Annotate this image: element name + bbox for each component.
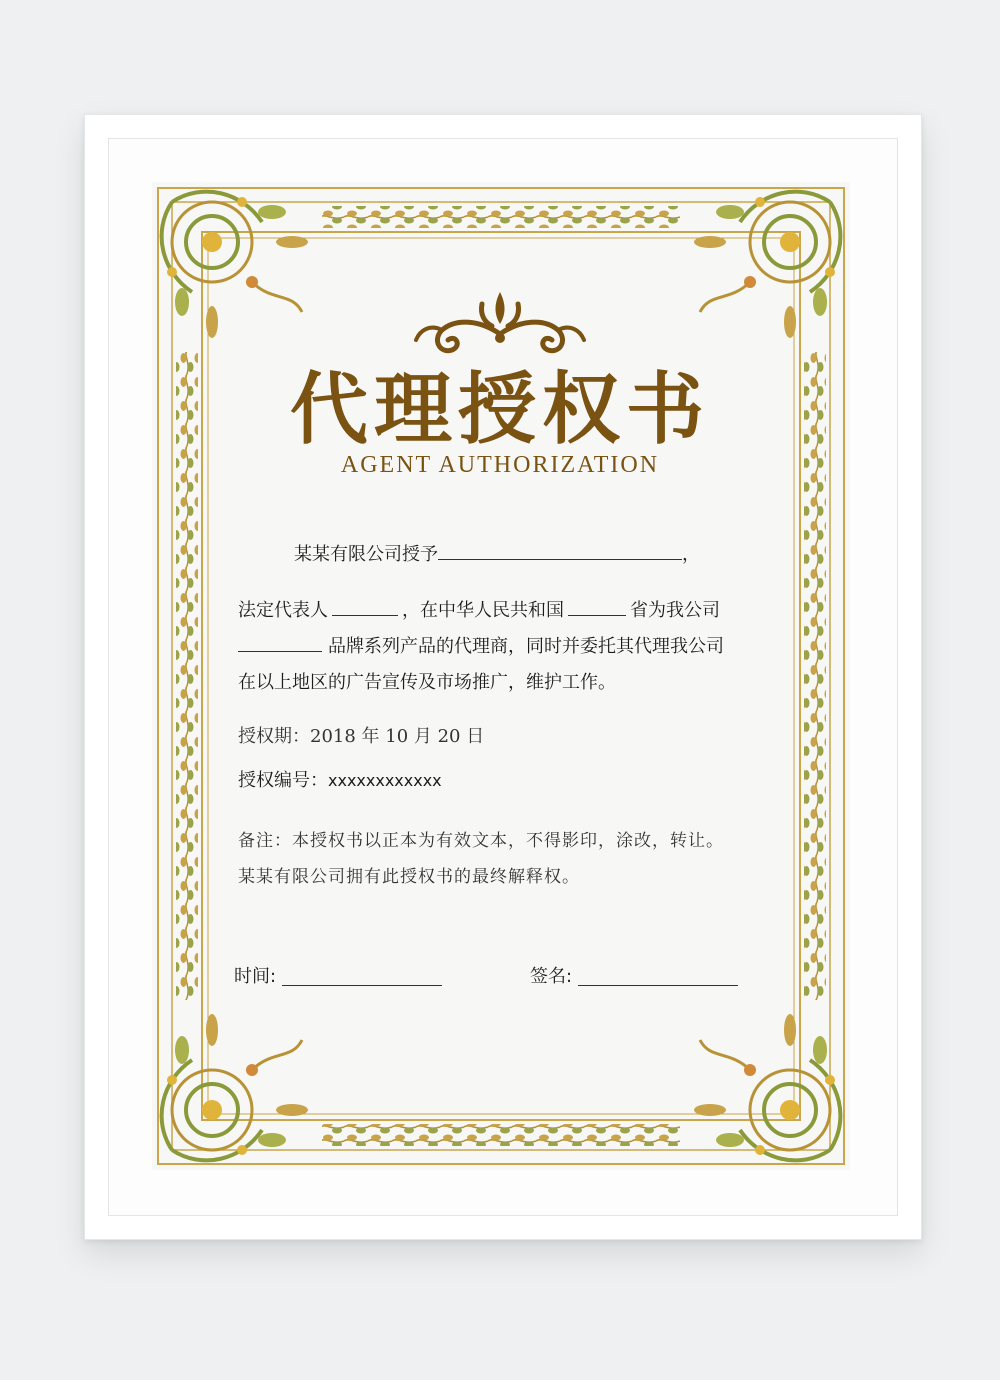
- number-value: xxxxxxxxxxxx: [328, 771, 442, 790]
- grantee-blank[interactable]: [438, 545, 682, 560]
- country-text: ，在中华人民共和国: [402, 600, 564, 621]
- representative-label: 法定代表人: [238, 600, 328, 621]
- certificate-title: 代理授权书: [289, 364, 710, 455]
- note-line-2: 某某有限公司拥有此授权书的最终解释权。: [238, 867, 580, 887]
- time-signature-line[interactable]: [282, 984, 442, 986]
- authorization-number: [238, 766, 442, 792]
- number-label: 授权编号：: [238, 770, 328, 791]
- grant-text: 某某有限公司授予: [294, 544, 438, 565]
- time-label: 时间:: [234, 966, 277, 987]
- grant-line-comma: ，: [682, 544, 700, 565]
- brand-line: [238, 632, 724, 658]
- representative-line: [238, 596, 720, 622]
- crest-ornament: [410, 284, 590, 364]
- certificate-subtitle: AGENT AUTHORIZATION: [340, 452, 660, 478]
- note-line-1: 备注：本授权书以正本为有效文本，不得影印，涂改，转让。: [238, 831, 724, 851]
- province-blank[interactable]: [568, 601, 626, 616]
- authorization-period: 授权期：2018 年 10 月 20 日: [238, 726, 485, 747]
- brand-text: 品牌系列产品的代理商，同时并委托其代理我公司: [328, 636, 724, 657]
- grant-line: [294, 540, 700, 566]
- signature-line[interactable]: [578, 984, 738, 986]
- brand-blank[interactable]: [238, 637, 322, 652]
- representative-blank[interactable]: [332, 601, 398, 616]
- signature-label: 签名:: [530, 966, 573, 987]
- scope-line: 在以上地区的广告宣传及市场推广，维护工作。: [238, 672, 616, 693]
- province-text: 省为我公司: [630, 600, 720, 621]
